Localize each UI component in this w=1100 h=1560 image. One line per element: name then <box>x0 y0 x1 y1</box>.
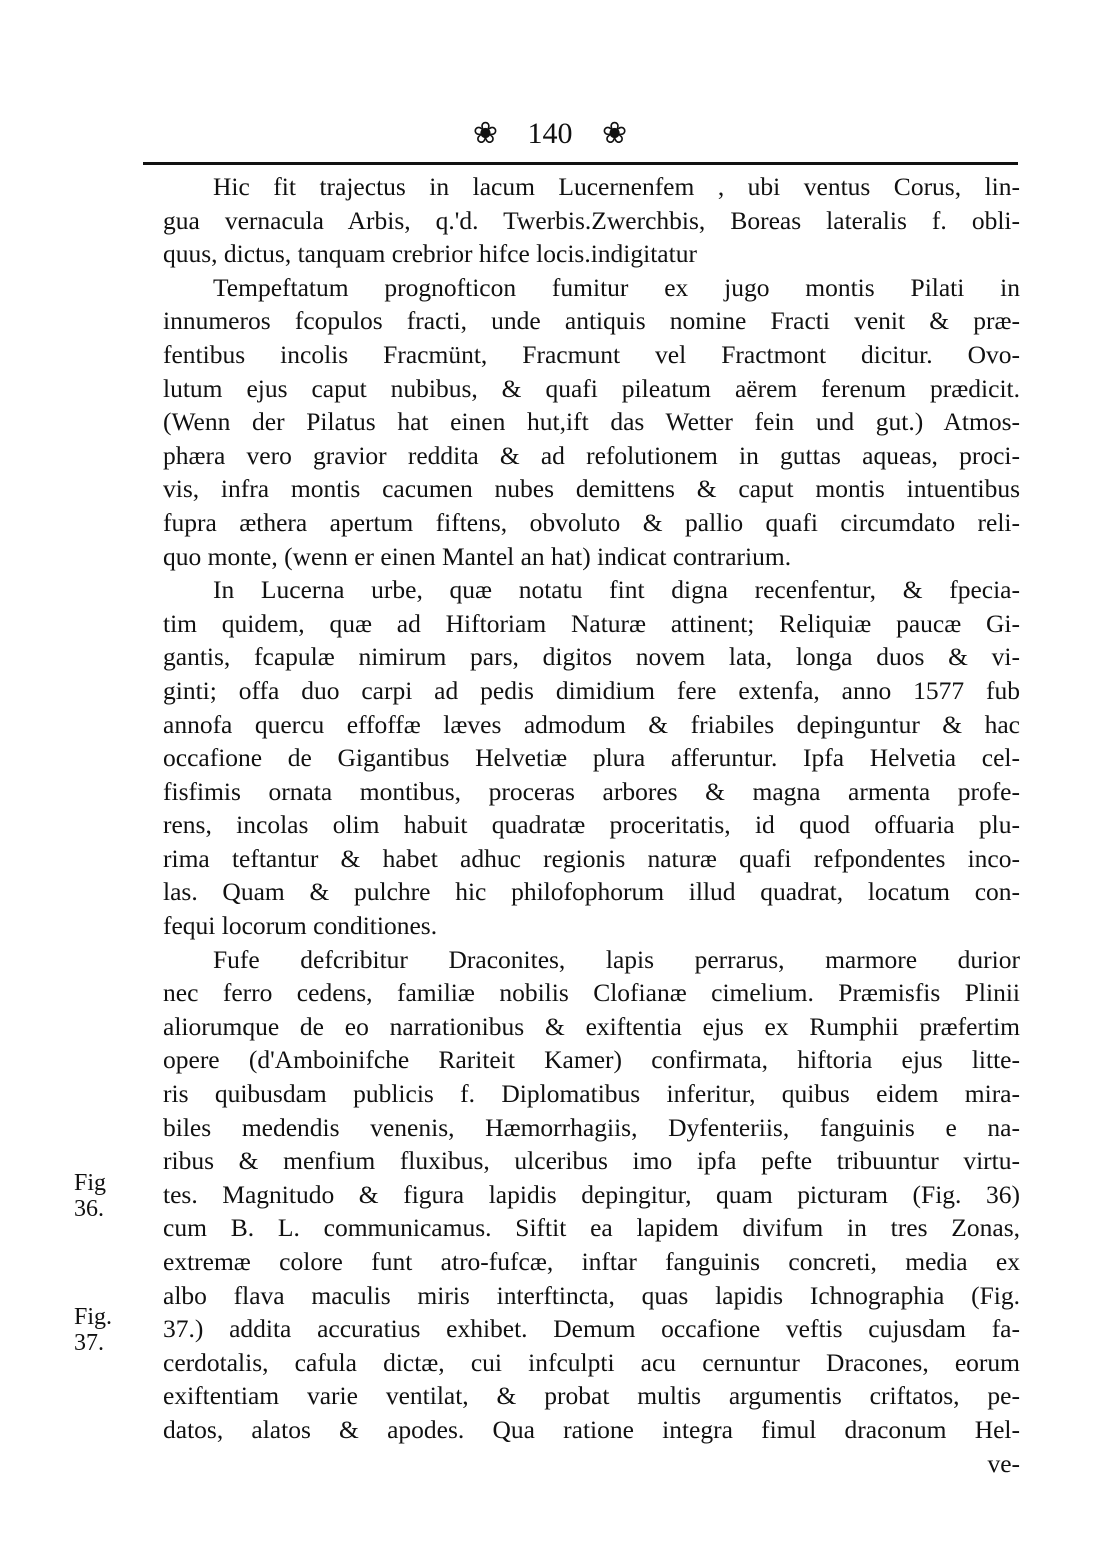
text-line: (Wenn der Pilatus hat einen hut,ift das Wetter fein und gut.) Atmos- <box>163 407 1020 437</box>
margin-note-label: Fig <box>74 1170 107 1196</box>
text-line: ginti; offa duo carpi ad pedis dimidium fere extenfa, anno 1577 fub <box>163 675 1020 705</box>
text-line: exiftentiam varie ventilat, & probat multis argumentis criftatos, pe- <box>163 1381 1020 1411</box>
text-line: fisfimis ornata montibus, proceras arbores & magna armenta profe- <box>163 776 1020 806</box>
margin-note-number: 36. <box>74 1196 104 1222</box>
text-line: innumeros fcopulos fracti, unde antiquis nomine Fracti venit & præ- <box>163 306 1020 336</box>
page-number: 140 <box>527 117 573 151</box>
text-line: In Lucerna urbe, quæ notatu fint digna recenfentur, & fpecia- <box>213 575 1020 605</box>
text-line: vis, infra montis cacumen nubes demittens & caput montis intuentibus <box>163 474 1020 504</box>
text-line: datos, alatos & apodes. Qua ratione integra fimul draconum Hel- <box>163 1414 1020 1444</box>
text-line: gua vernacula Arbis, q.'d. Twerbis.Zwerchbis, Boreas lateralis f. obli- <box>163 205 1020 235</box>
text-line: extremæ colore funt atro-fufcæ, inftar fanguinis concreti, media ex <box>163 1247 1020 1276</box>
margin-note-fig-37 <box>74 1304 112 1356</box>
text-line: quo monte, (wenn er einen Mantel an hat) indicat contrarium. <box>163 541 792 571</box>
running-header <box>0 112 1100 154</box>
margin-note-number: 37. <box>74 1330 104 1356</box>
text-line: fupra æthera apertum fiftens, obvoluto & pallio quafi circumdato reli- <box>163 507 1020 537</box>
text-line: albo flava maculis miris interftincta, quas lapidis Ichnographia (Fig. <box>163 1280 1020 1310</box>
text-line: fentibus incolis Fracmünt, Fracmunt vel Fractmont dicitur. Ovo- <box>163 339 1020 369</box>
text-line: tes. Magnitudo & figura lapidis depingitur, quam picturam (Fig. 36) <box>163 1179 1020 1209</box>
text-line: annofa quercu effoffæ læves admodum & friabiles depinguntur & hac <box>163 709 1020 739</box>
text-line: opere (d'Amboinifche Rariteit Kamer) confirmata, hiftoria ejus litte- <box>163 1045 1020 1075</box>
text-line: phæra vero gravior reddita & ad refolutionem in guttas aqueas, proci- <box>163 440 1020 470</box>
text-line: 37.) addita accuratius exhibet. Demum occafione veftis cujusdam fa- <box>163 1314 1020 1344</box>
text-line: cum B. L. communicamus. Siftit ea lapidem divifum in tres Zonas, <box>163 1213 1020 1243</box>
text-line: aliorumque de eo narrationibus & exiftentia ejus ex Rumphii præfertim <box>163 1011 1020 1041</box>
body-text <box>163 170 1020 1480</box>
text-line: Tempeftatum prognofticon fumitur ex jugo montis Pilati in <box>213 272 1020 302</box>
catchword: ve- <box>987 1448 1020 1478</box>
text-line: Hic fit trajectus in lacum Lucernenfem , ubi ventus Corus, lin- <box>213 172 1020 201</box>
text-line: biles medendis venenis, Hæmorrhagiis, Dyfenteriis, fanguinis e na- <box>163 1112 1020 1142</box>
text-line: occafione de Gigantibus Helvetiæ plura afferuntur. Ipfa Helvetia cel- <box>163 743 1020 773</box>
text-line: rima teftantur & habet adhuc regionis naturæ quafi refpondentes inco- <box>163 843 1020 873</box>
margin-note-label: Fig. <box>74 1304 113 1330</box>
margin-note-fig-36 <box>74 1170 106 1222</box>
flower-ornament-icon: ❀ <box>602 117 628 151</box>
text-line: Fufe defcribitur Draconites, lapis perrarus, marmore durior <box>213 944 1020 974</box>
text-line: nec ferro cedens, familiæ nobilis Clofianæ cimelium. Præmisfis Plinii <box>163 978 1020 1008</box>
header-rule <box>143 162 1018 165</box>
text-line: gantis, fcapulæ nimirum pars, digitos novem lata, longa duos & vi- <box>163 642 1020 672</box>
text-line: lutum ejus caput nubibus, & quafi pileatum aërem ferenum prædicit. <box>163 373 1020 403</box>
text-line: ris quibusdam publicis f. Diplomatibus inferitur, quibus eidem mira- <box>163 1079 1020 1109</box>
text-line: las. Quam & pulchre hic philofophorum illud quadrat, locatum con- <box>163 877 1020 907</box>
text-line: fequi locorum conditiones. <box>163 911 438 941</box>
text-line: cerdotalis, cafula dictæ, cui infculpti acu cernuntur Dracones, eorum <box>163 1347 1020 1377</box>
text-line: tim quidem, quæ ad Hiftoriam Naturæ attinent; Reliquiæ paucæ Gi- <box>163 608 1020 638</box>
text-line: rens, incolas olim habuit quadratæ proceritatis, id quod offuaria plu- <box>163 810 1020 840</box>
text-line: quus, dictus, tanquam crebrior hifce locis.indigitatur <box>163 239 697 269</box>
text-line: ribus & menfium fluxibus, ulceribus imo ipfa pefte tribuuntur virtu- <box>163 1146 1020 1176</box>
flower-ornament-icon: ❀ <box>472 117 498 151</box>
